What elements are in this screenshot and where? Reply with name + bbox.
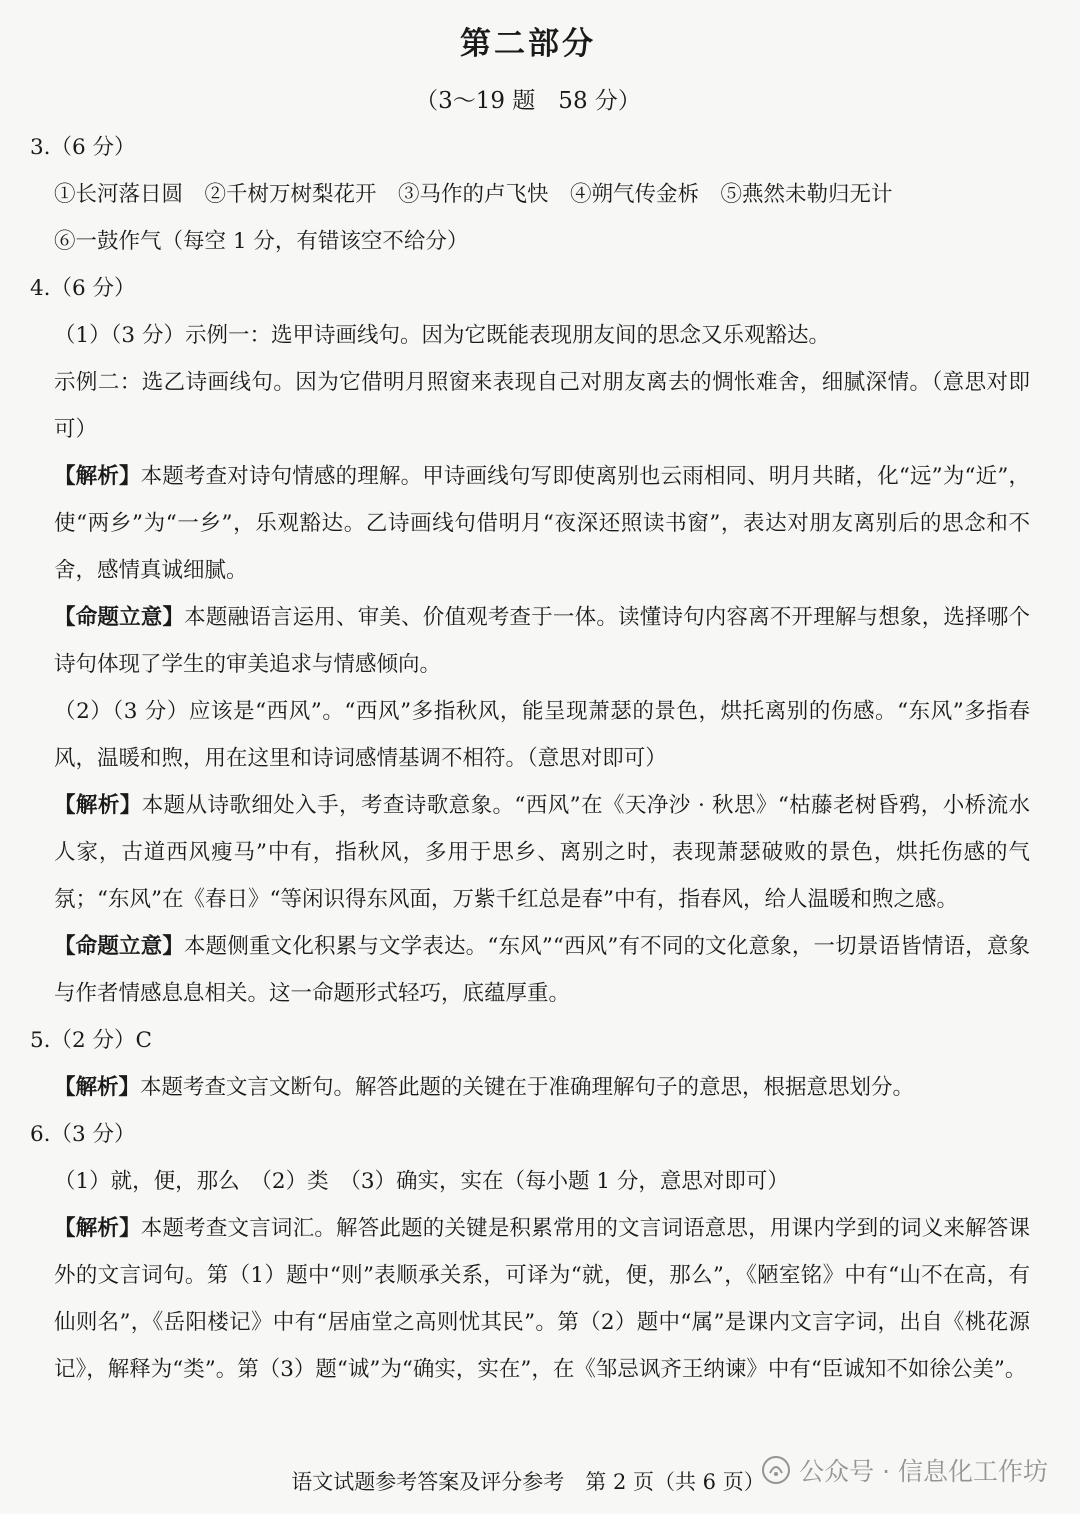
q3-answers-line-2: ⑥一鼓作气（每空 1 分，有错该空不给分） [54,229,469,254]
q4-part1-example2: 示例二：选乙诗画线句。因为它借明月照窗来表现自己对朋友离去的惆怅难舍，细腻深情。（意思对即可） [54,370,1030,442]
section-subtitle: （3～19 题 58 分） [415,88,641,114]
q4-analysis-1 [30,453,1030,594]
analysis-tag: 【解析】 [54,793,142,818]
watermark-text: 公众号 · 信息化工作坊 [799,1457,1048,1486]
q3-answers-line-1: ①长河落日圆 ②千树万树梨花开 ③马作的卢飞快 ④朔气传金柝 ⑤燕然未勒归无计 [54,182,893,207]
q3-label: 3.（6 分） [30,135,136,160]
q4-analysis-1-text: 本题考查对诗句情感的理解。甲诗画线句写即使离别也云雨相同、明月共睹，化“远”为“近”，使“两乡”为“一乡”，乐观豁达。乙诗画线句借明月“夜深还照读书窗”，表达对朋友离别后的思念和不舍，感情真诚细腻。 [54,464,1030,583]
q6-analysis [30,1205,1030,1393]
q4-analysis-2 [30,782,1030,923]
q4-part2-answer: （2）（3 分）应该是“西风”。“西风”多指秋风，能呈现萧瑟的景色，烘托离别的伤感。“东风”多指春风，温暖和煦，用在这里和诗词感情基调不相符。（意思对即可） [54,699,1030,771]
analysis-tag: 【解析】 [54,1075,141,1100]
q4-intent-1 [30,594,1030,688]
wechat-channel-icon [761,1455,791,1485]
q5-label: 5.（2 分）C [30,1028,152,1053]
q4-analysis-2-text: 本题从诗歌细处入手，考查诗歌意象。“西风”在《天净沙 · 秋思》“枯藤老树昏鸦，小桥流水人家，古道西风瘦马”中有，指秋风，多用于思乡、离别之时，表现萧瑟破败的景色，烘托伤感的气氛；“东风”在《春日》“等闲识得东风面，万紫千红总是春”中有，指春风，给人温暖和煦之感。 [54,793,1030,912]
watermark [761,1452,1048,1488]
q4-intent-2 [30,923,1030,1017]
q4-part1-example1: （1）（3 分）示例一：选甲诗画线句。因为它既能表现朋友间的思念又乐观豁达。 [54,323,830,348]
q4-intent-2-text: 本题侧重文化积累与文学表达。“东风”“西风”有不同的文化意象，一切景语皆情语，意象与作者情感息息相关。这一命题形式轻巧，底蕴厚重。 [54,934,1030,1006]
q5-analysis [30,1064,1030,1111]
analysis-tag: 【解析】 [54,464,141,489]
intent-tag: 【命题立意】 [54,934,185,959]
q4-intent-1-text: 本题融语言运用、审美、价值观考查于一体。读懂诗句内容离不开理解与想象，选择哪个诗句体现了学生的审美追求与情感倾向。 [54,605,1030,677]
q5-analysis-text: 本题考查文言文断句。解答此题的关键在于准确理解句子的意思，根据意思划分。 [140,1075,915,1100]
q6-label: 6.（3 分） [30,1122,136,1147]
q6-answers: （1）就，便，那么 （2）类 （3）确实，实在（每小题 1 分，意思对即可） [54,1169,789,1194]
section-title: 第二部分 [460,26,596,62]
intent-tag: 【命题立意】 [54,605,185,630]
q6-analysis-text: 本题考查文言词汇。解答此题的关键是积累常用的文言词语意思，用课内学到的词义来解答课外的文言词句。第（1）题中“则”表顺承关系，可译为“就，便，那么”，《陋室铭》中有“山不在高，有仙则名”，《岳阳楼记》中有“居庙堂之高则忧其民”。第（2）题中“属”是课内文言字词，出自《桃花源记》，解释为“类”。第（3）题“诚”为“确实，实在”，在《邹忌讽齐王纳谏》中有“臣诚知不如徐公美”。 [54,1216,1030,1382]
q4-label: 4.（6 分） [30,276,136,301]
answer-content [30,124,1030,1393]
analysis-tag: 【解析】 [54,1216,141,1241]
page-footer: 语文试题参考答案及评分参考 第 2 页（共 6 页） [291,1470,765,1494]
